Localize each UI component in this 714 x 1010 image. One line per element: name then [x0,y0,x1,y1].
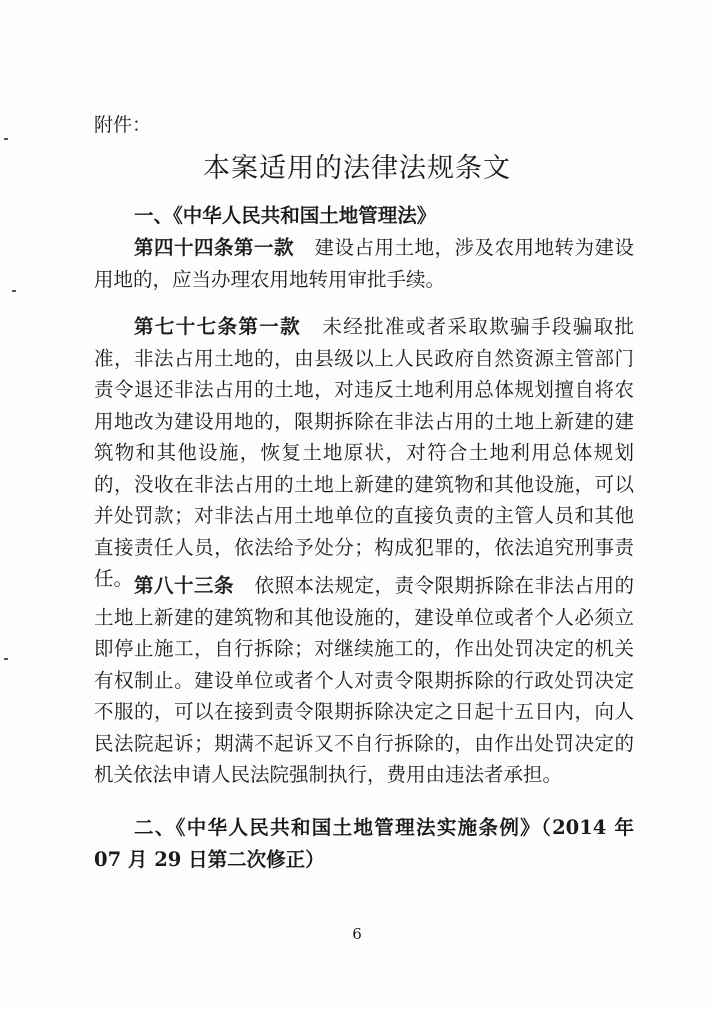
section-2-heading-text: 二、《中华人民共和国土地管理法实施条例》（2014 年 07 月 29 日第二次修正） [94,816,634,871]
page-title: 本案适用的法律法规条文 [203,153,511,184]
scan-mark [4,138,8,140]
section-heading-implementation-regulations [94,812,634,875]
article-83-text: 依照本法规定，责令限期拆除在非法占用的土地上新建的建筑物和其他设施的，建设单位或者个人必须立即停止施工，自行拆除；对继续施工的，作出处罚决定的机关有权制止。建设单位或者个人对责令限期拆除的行政处罚决定不服的，可以在接到责令限期拆除决定之日起十五日内，向人民法院起诉；期满不起诉又不自行拆除的，由作出处罚决定的机关依法申请人民法院强制执行，费用由违法者承担。 [94,574,634,786]
article-44-paragraph [94,232,634,295]
article-83-paragraph [94,570,634,791]
page-number: 6 [352,925,362,943]
article-44-text: 建设占用土地，涉及农用地转为建设用地的，应当办理农用地转用审批手续。 [94,236,634,291]
scan-mark [4,658,8,660]
section-heading-land-management-law: 一、《中华人民共和国土地管理法》 [134,204,437,227]
article-44-label: 第四十四条第一款 [134,236,294,259]
scan-mark [12,290,16,292]
attachment-label: 附件： [94,114,152,136]
article-77-label: 第七十七条第一款 [134,315,301,338]
article-83-label: 第八十三条 [134,574,234,597]
article-77-text: 未经批准或者采取欺骗手段骗取批准，非法占用土地的，由县级以上人民政府自然资源主管部门责令退还非法占用的土地，对违反土地利用总体规划擅自将农用地改为建设用地的，限期拆除在非法占用的土地上新建的建筑物和其他设施，恢复土地原状，对符合土地利用总体规划的，没收在非法占用的土地上新建的建筑物和其他设施，可以并处罚款；对非法占用土地单位的直接负责的主管人员和其他直接责任人员，依法给予处分；构成犯罪的，依法追究刑事责任。 [94,315,634,590]
article-77-paragraph [94,311,634,595]
